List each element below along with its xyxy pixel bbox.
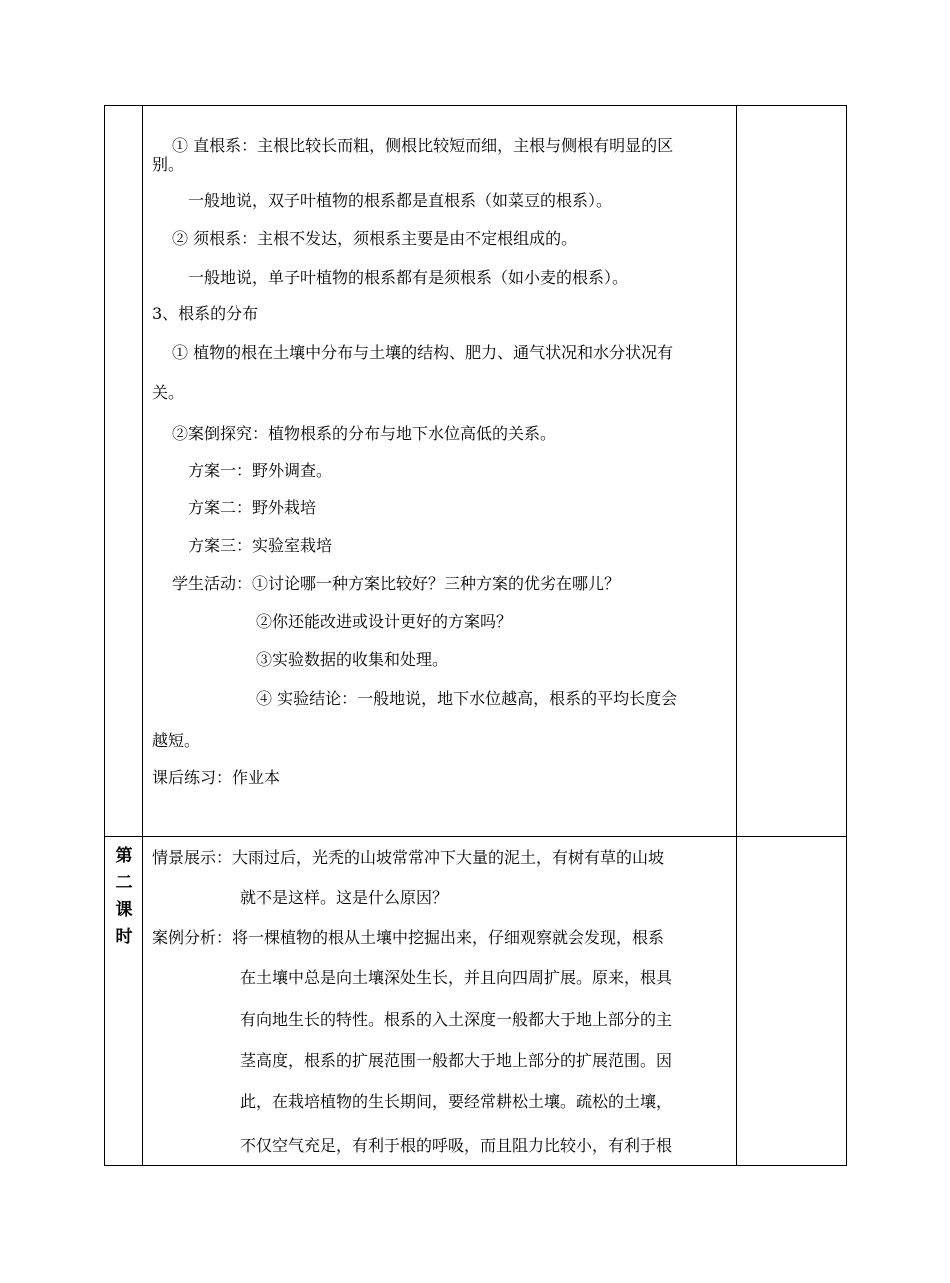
table-right-border [846,105,847,1166]
text-line: 有向地生长的特性。根系的入土深度一般都大于地上部分的主 [240,1010,673,1029]
lesson-label-char: 二 [115,873,133,893]
text-line: 情景展示：大雨过后，光秃的山坡常常冲下大量的泥土，有树有草的山坡 [152,848,665,867]
text-line: ②你还能改进或设计更好的方案吗？ [256,612,513,631]
lesson-label-char: 时 [115,927,133,947]
text-line: 学生活动：①讨论哪一种方案比较好？三种方案的优劣在哪儿？ [172,574,621,593]
table-col-divider-2 [736,105,737,1166]
text-line: 关。 [152,383,185,402]
text-line: 在土壤中总是向土壤深处生长，并且向四周扩展。原来，根具 [240,968,673,987]
text-line: ②案倒探究：植物根系的分布与地下水位高低的关系。 [172,424,557,443]
text-line: ④ 实验结论：一般地说，地下水位越高，根系的平均长度会 [256,689,678,708]
text-line: 别。 [152,155,185,174]
lesson-label-char: 第 [115,846,133,866]
text-line: ① 植物的根在土壤中分布与土壤的结构、肥力、通气状况和水分状况有 [172,343,674,362]
text-line: 此，在栽培植物的生长期间，要经常耕松土壤。疏松的土壤， [240,1092,673,1111]
text-line: ① 直根系：主根比较长而粗，侧根比较短而细，主根与侧根有明显的区 [172,136,674,155]
section-heading: 3、根系的分布 [152,304,259,323]
text-line: ③实验数据的收集和处理。 [256,650,449,669]
table-left-border [104,105,105,1166]
text-line: 就不是这样。这是什么原因？ [240,888,449,907]
text-line: 方案二：野外栽培 [188,498,317,517]
text-line: ② 须根系：主根不发达，须根系主要是由不定根组成的。 [172,229,578,248]
text-line: 越短。 [152,731,201,750]
table-col-divider-1 [142,105,143,1166]
text-line: 不仅空气充足，有利于根的呼吸，而且阻力比较小，有利于根 [240,1136,673,1155]
text-line: 案例分析：将一棵植物的根从土壤中挖掘出来，仔细观察就会发现，根系 [152,928,665,947]
text-line: 课后练习：作业本 [152,768,281,787]
text-line: 方案三：实验室栽培 [188,536,333,555]
text-line: 一般地说，双子叶植物的根系都是直根系（如菜豆的根系）。 [188,191,613,210]
text-line: 茎高度，根系的扩展范围一般都大于地上部分的扩展范围。因 [240,1051,673,1070]
text-line: 方案一：野外调查。 [188,461,333,480]
lesson-label-char: 课 [115,900,133,920]
lesson-label [106,843,142,951]
text-line: 一般地说，单子叶植物的根系都有是须根系（如小麦的根系）。 [188,268,629,287]
